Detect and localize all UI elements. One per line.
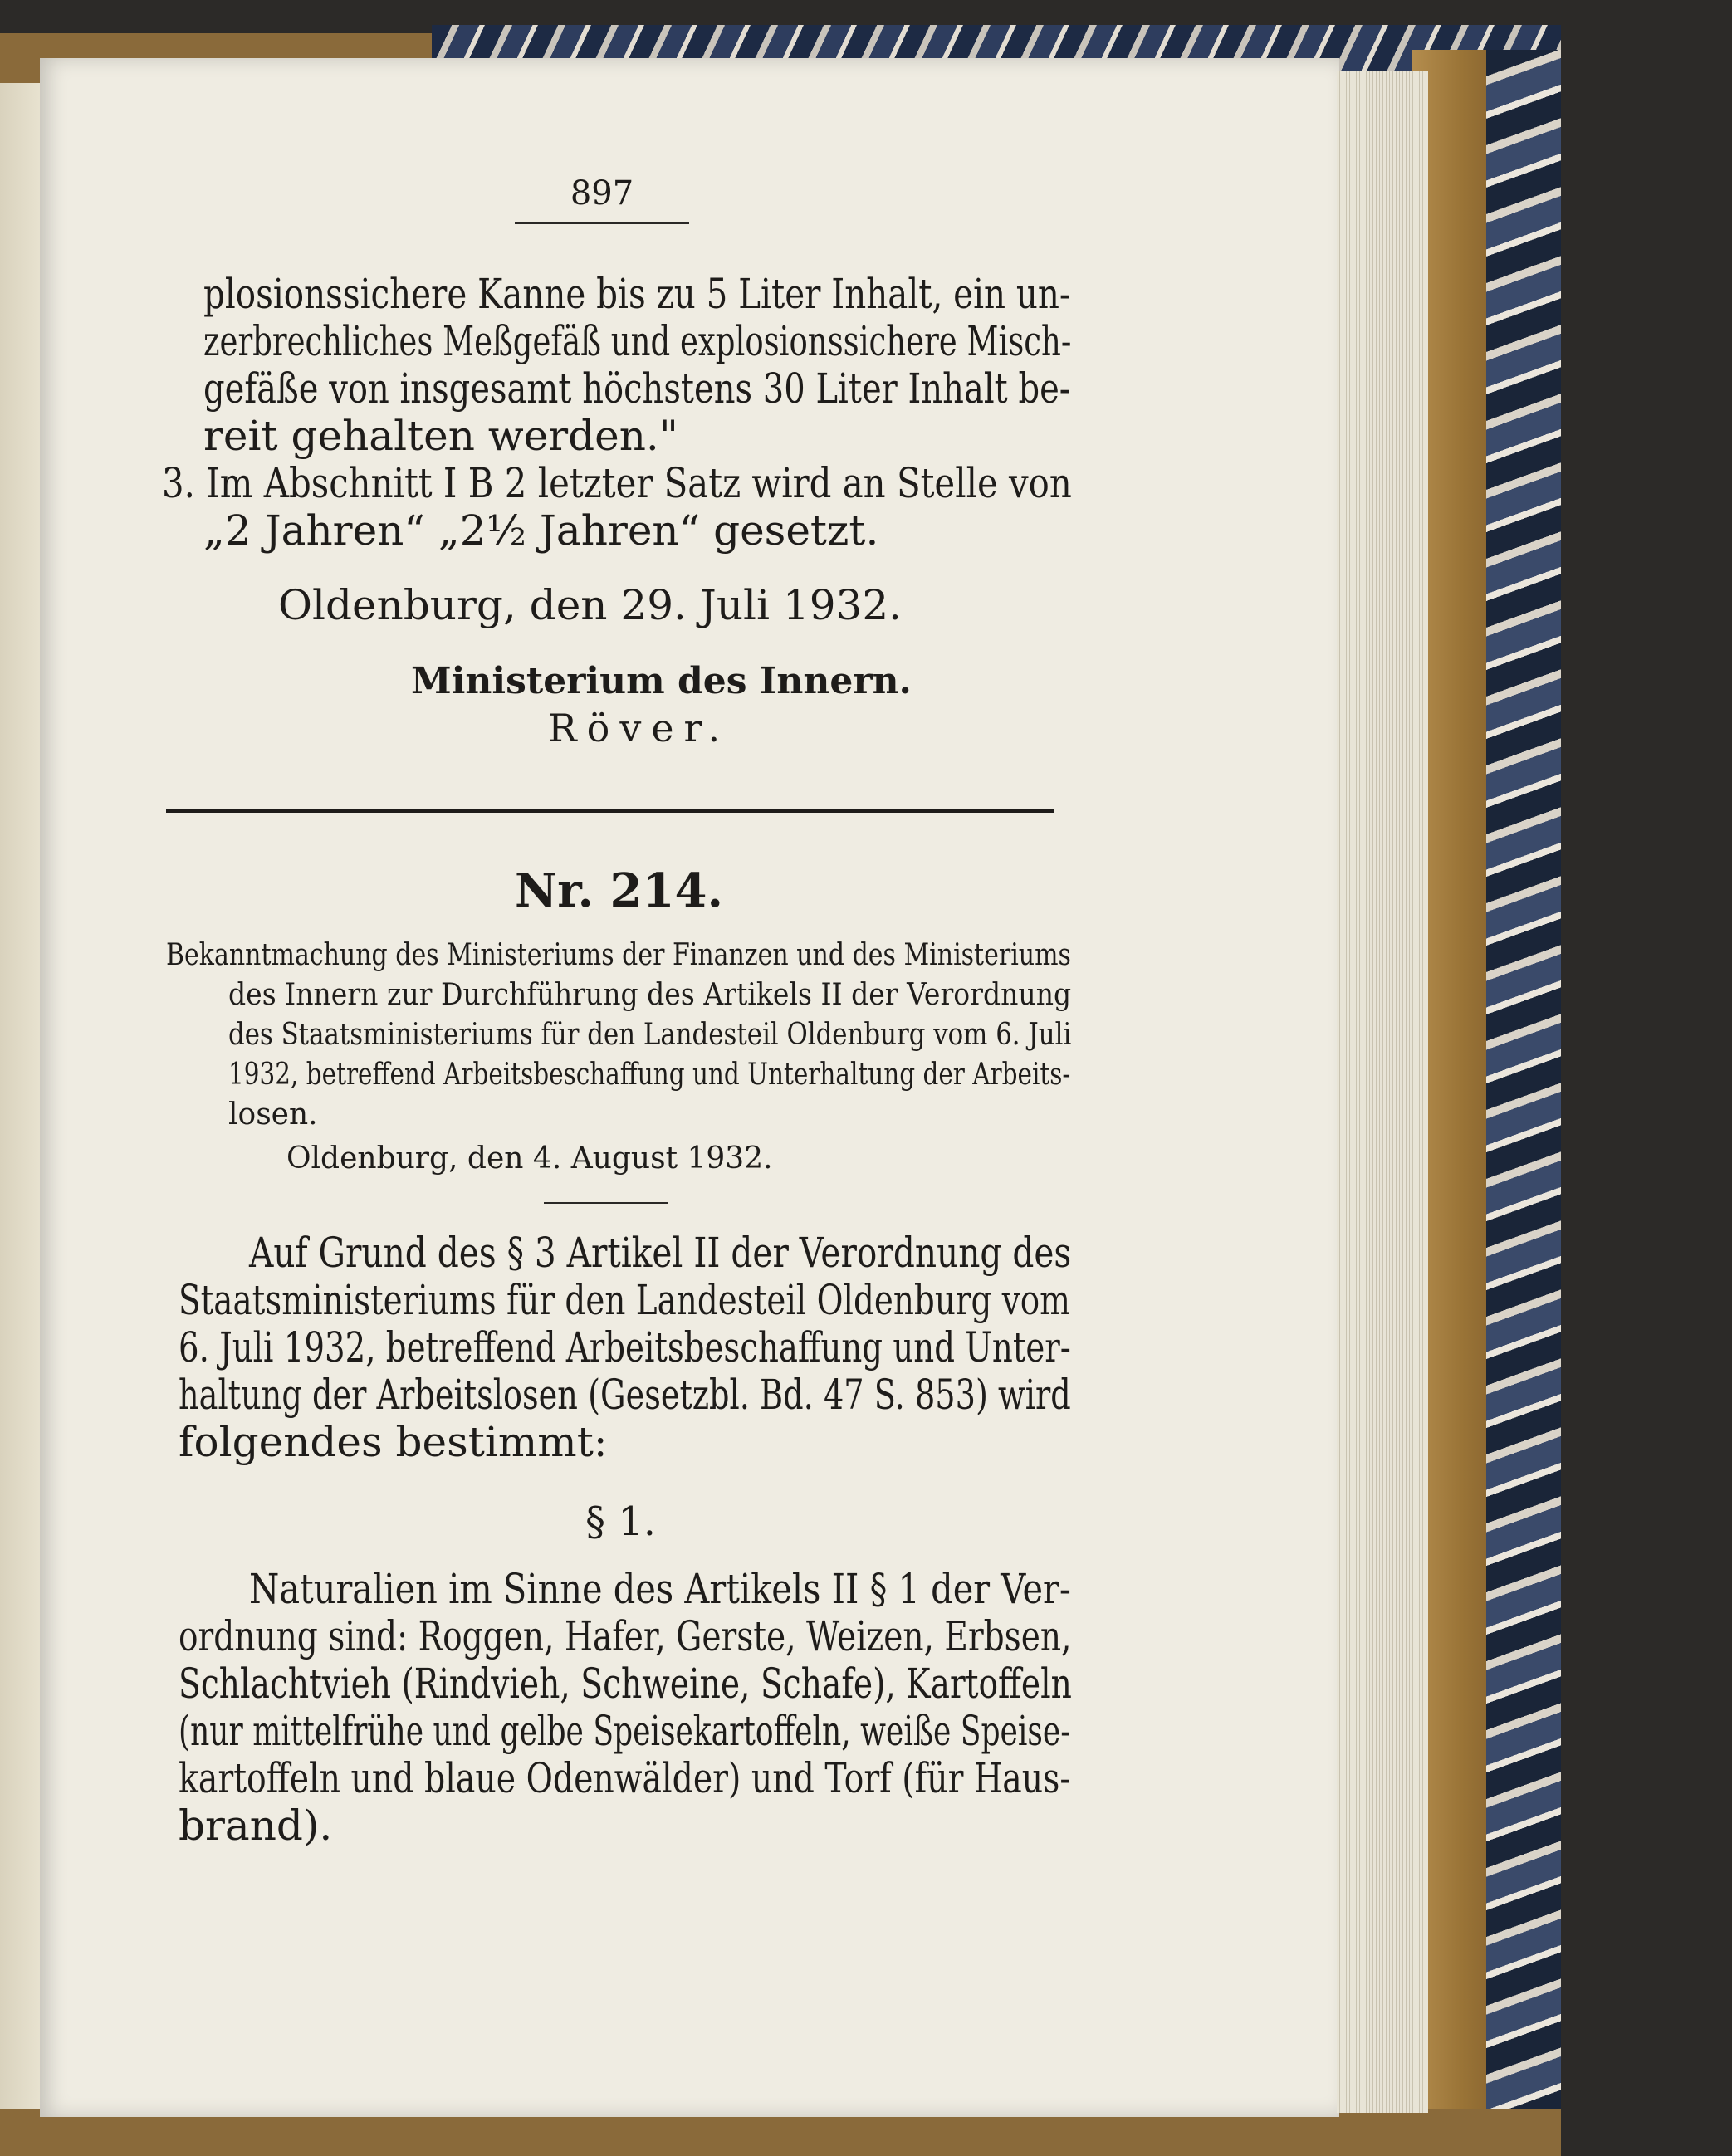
para3-line: ordnung sind: Roggen, Hafer, Gerste, Weizen, Erbsen, xyxy=(179,1612,1072,1660)
ministry: Ministerium des Innern. xyxy=(411,660,912,702)
para2-line: Auf Grund des § 3 Artikel II der Verordnung des xyxy=(249,1229,1072,1277)
para3-line: Naturalien im Sinne des Artikels II § 1 der Ver- xyxy=(249,1565,1071,1613)
para3-line: (nur mittelfrühe und gelbe Speisekartoffeln, weiße Speise- xyxy=(179,1707,1071,1755)
para1-line: plosionssichere Kanne bis zu 5 Liter Inhalt, ein un- xyxy=(203,270,1071,318)
subtitle-line: 1932, betreffend Arbeitsbeschaffung und Unterhaltung der Arbeits- xyxy=(228,1058,1071,1092)
section-heading: § 1. xyxy=(585,1498,657,1545)
item3-line: „2 Jahren“ „2½ Jahren“ gesetzt. xyxy=(203,506,879,555)
para1-line: reit gehalten werden." xyxy=(203,412,678,460)
subtitle-line: Bekanntmachung des Ministeriums der Finanzen und des Ministeriums xyxy=(166,938,1071,972)
para2-line: Staatsministeriums für den Landesteil Oldenburg vom xyxy=(179,1276,1071,1324)
para3-line: kartoffeln und blaue Odenwälder) und Torf (für Haus- xyxy=(179,1754,1071,1802)
page-number-rule xyxy=(515,222,689,224)
item3-line: 3. Im Abschnitt I B 2 letzter Satz wird an Stelle von xyxy=(162,459,1072,507)
para2-line: haltung der Arbeitslosen (Gesetzbl. Bd. 47 S. 853) wird xyxy=(179,1371,1071,1419)
subtitle-line: losen. xyxy=(228,1098,318,1132)
para1-line: zerbrechliches Meßgefäß und explosionssichere Misch- xyxy=(203,317,1072,365)
page-number: 897 xyxy=(570,174,634,213)
subtitle-line: des Innern zur Durchführung des Artikels II der Verordnung xyxy=(228,978,1072,1012)
subtitle-date: Oldenburg, den 4. August 1932. xyxy=(286,1142,773,1176)
para3-line: Schlachtvieh (Rindvieh, Schweine, Schafe), Kartoffeln xyxy=(179,1660,1072,1708)
signer: Röver. xyxy=(548,706,731,750)
subtitle-line: des Staatsministeriums für den Landesteil Oldenburg vom 6. Juli xyxy=(228,1018,1072,1052)
para1-line: gefäße von insgesamt höchstens 30 Liter Inhalt be- xyxy=(203,364,1071,413)
para3-line: brand). xyxy=(179,1802,333,1850)
heading-number: Nr. 214. xyxy=(515,863,723,918)
date-line: Oldenburg, den 29. Juli 1932. xyxy=(278,581,903,629)
para2-line: folgendes bestimmt: xyxy=(179,1418,608,1466)
para2-line: 6. Juli 1932, betreffend Arbeitsbeschaffung und Unter- xyxy=(179,1323,1071,1371)
short-rule xyxy=(544,1202,668,1204)
separator-rule xyxy=(166,809,1054,813)
